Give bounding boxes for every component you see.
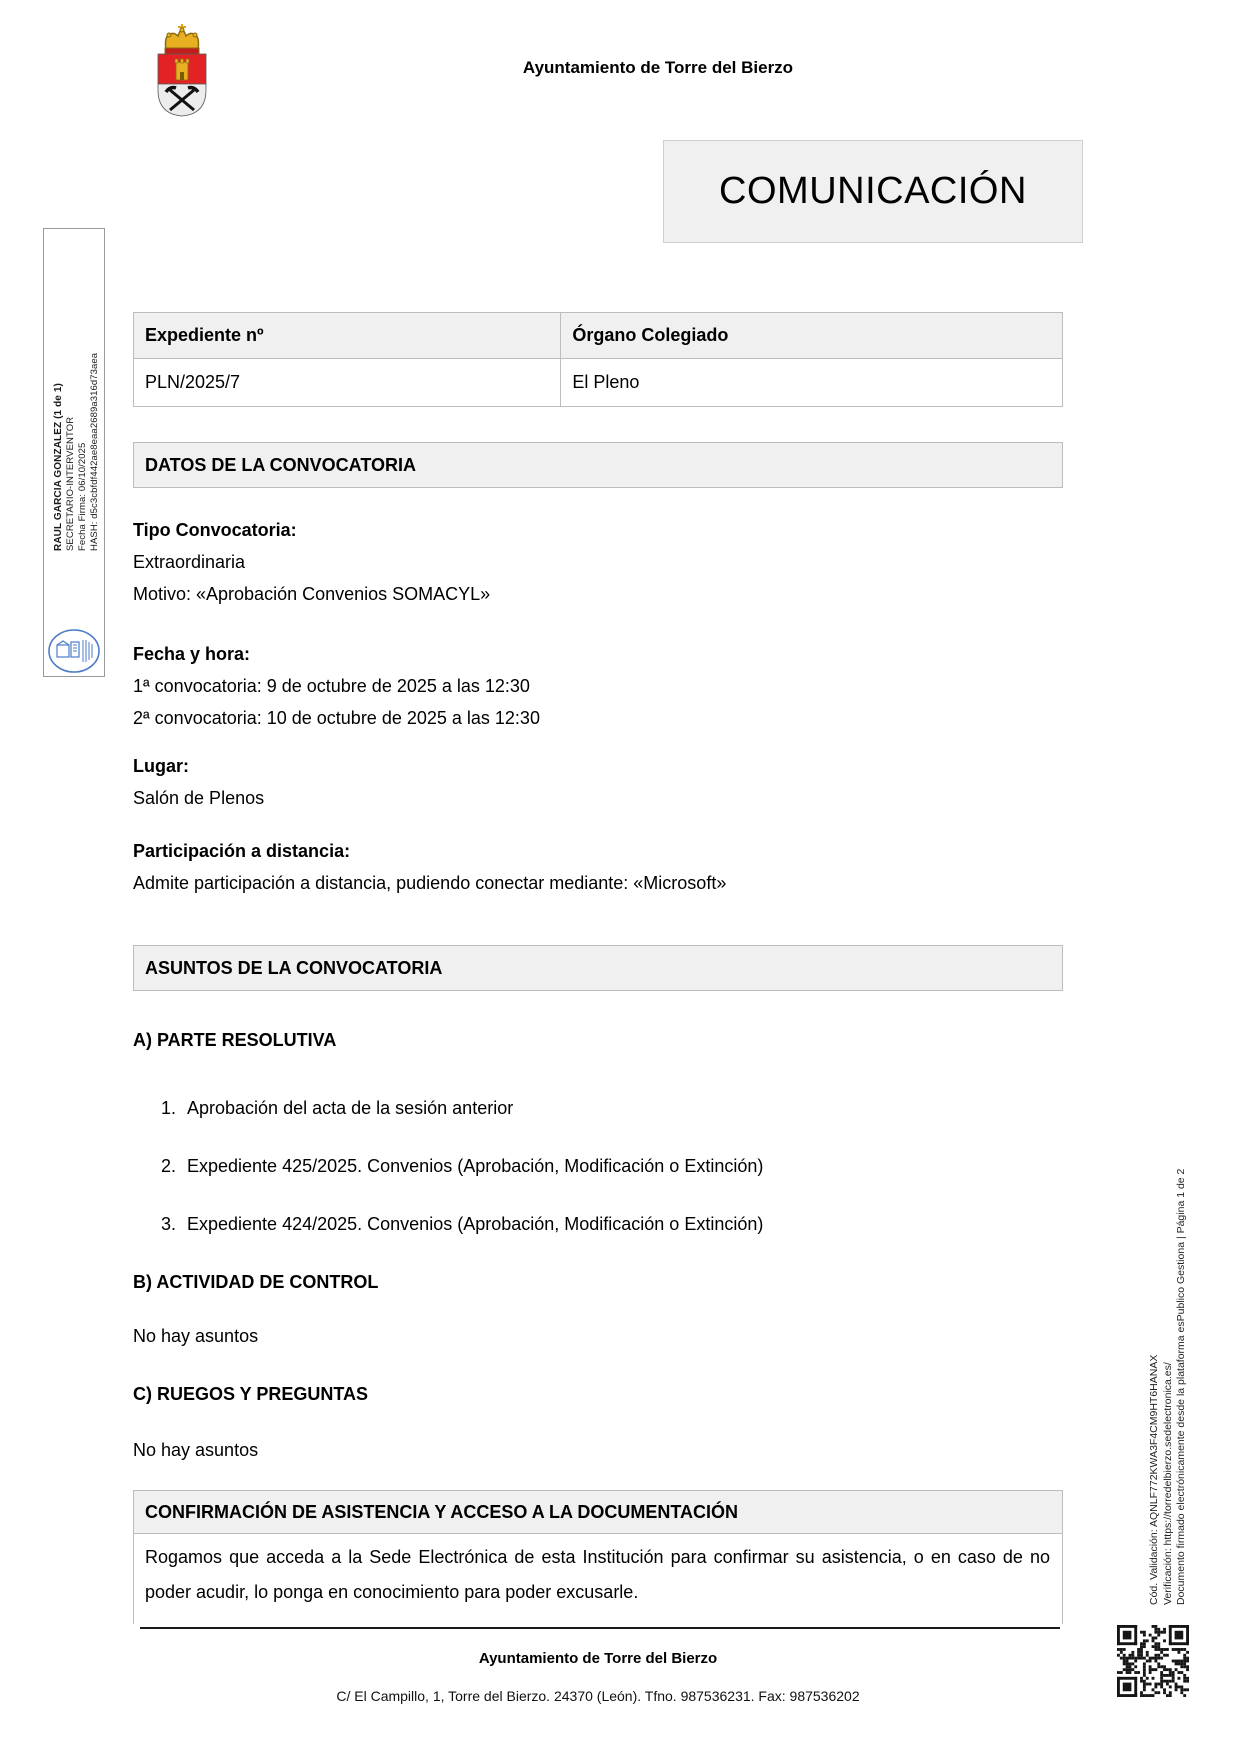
expediente-header-cell: Expediente nº (134, 313, 561, 359)
header-organization: Ayuntamiento de Torre del Bierzo (522, 58, 794, 77)
signed-platform-note: Documento firmado electrónicamente desde la plataforma esPublico Gestiona | Página 1 de 2 (1175, 1168, 1187, 1605)
lugar-label: Lugar: (133, 756, 189, 776)
parte-resolutiva-list (133, 1096, 1063, 1236)
coat-of-arms-graphic (152, 22, 212, 118)
agenda-item: 3. Expediente 424/2025. Convenios (Aprobación, Modificación o Extinción) (181, 1212, 1063, 1236)
actividad-control-heading: B) ACTIVIDAD DE CONTROL (133, 1272, 379, 1292)
fecha-hora-label: Fecha y hora: (133, 644, 251, 664)
agenda-item: 2. Expediente 425/2025. Convenios (Aprobación, Modificación o Extinción) (181, 1154, 1063, 1178)
footer-divider (140, 1627, 1060, 1629)
section-asuntos-title: ASUNTOS DE LA CONVOCATORIA (133, 945, 1063, 991)
organo-header-cell: Órgano Colegiado (561, 313, 1063, 359)
electronic-stamp-icon (47, 628, 101, 674)
signature-text-block (53, 352, 101, 551)
section-confirmacion-title: CONFIRMACIÓN DE ASISTENCIA Y ACCESO A LA DOCUMENTACIÓN (133, 1490, 1063, 1534)
actividad-control-value: No hay asuntos (133, 1326, 259, 1346)
signature-date: Fecha Firma: 06/10/2025 (77, 442, 88, 551)
ruegos-preguntas-heading: C) RUEGOS Y PREGUNTAS (133, 1384, 369, 1404)
document-type-title: COMUNICACIÓN (719, 170, 1027, 212)
agenda-item: 1. Aprobación del acta de la sesión anterior (181, 1096, 1063, 1120)
signature-hash: HASH: d5c3cbfdf442ae8eaa2689a316d73aea (89, 352, 100, 551)
convocatoria-1-line: 1ª convocatoria: 9 de octubre de 2025 a las 12:30 (133, 676, 530, 696)
qr-code (1117, 1625, 1189, 1697)
motivo-line: Motivo: «Aprobación Convenios SOMACYL» (133, 584, 491, 604)
footer-address: C/ El Campillo, 1, Torre del Bierzo. 24370 (León). Tfno. 987536231. Fax: 987536202 (336, 1688, 860, 1704)
coat-of-arms (152, 22, 212, 118)
organo-value-cell: El Pleno (561, 359, 1063, 407)
convocatoria-2-line: 2ª convocatoria: 10 de octubre de 2025 a las 12:30 (133, 708, 540, 728)
verification-text-block (1148, 957, 1189, 1605)
confirmacion-body: Rogamos que acceda a la Sede Electrónica de esta Institución para confirmar su asistencia, o en caso de no poder acudir, lo ponga en conocimiento para poder excusarle. (133, 1534, 1063, 1624)
validation-code: Cód. Validación: AQNLF772KWA3F4CM9HT6HANAX (1148, 1354, 1160, 1605)
signer-name: RAUL GARCIA GONZALEZ (1 de 1) (53, 383, 64, 551)
tipo-convocatoria-label: Tipo Convocatoria: (133, 520, 297, 540)
lugar-value: Salón de Plenos (133, 788, 265, 808)
ruegos-preguntas-value: No hay asuntos (133, 1440, 259, 1460)
expediente-value-cell: PLN/2025/7 (134, 359, 561, 407)
parte-resolutiva-heading: A) PARTE RESOLUTIVA (133, 1030, 337, 1050)
table-header-row (134, 313, 1063, 359)
qr-code-graphic (1117, 1625, 1189, 1697)
participacion-label: Participación a distancia: (133, 841, 351, 861)
signature-margin-box (43, 228, 105, 677)
verification-url: Verificación: https://torredelbierzo.sedelectronica.es/ (1161, 1362, 1174, 1605)
document-type-box (663, 140, 1083, 243)
participacion-value: Admite participación a distancia, pudiendo conectar mediante: «Microsoft» (133, 873, 727, 893)
footer-organization: Ayuntamiento de Torre del Bierzo (478, 1650, 718, 1667)
expediente-table (133, 312, 1063, 407)
signer-role: SECRETARIO-INTERVENTOR (65, 416, 76, 551)
asuntos-body (133, 1028, 1063, 1462)
datos-body (133, 514, 1063, 899)
section-datos-title: DATOS DE LA CONVOCATORIA (133, 442, 1063, 488)
table-value-row (134, 359, 1063, 407)
tipo-convocatoria-value: Extraordinaria (133, 552, 246, 572)
